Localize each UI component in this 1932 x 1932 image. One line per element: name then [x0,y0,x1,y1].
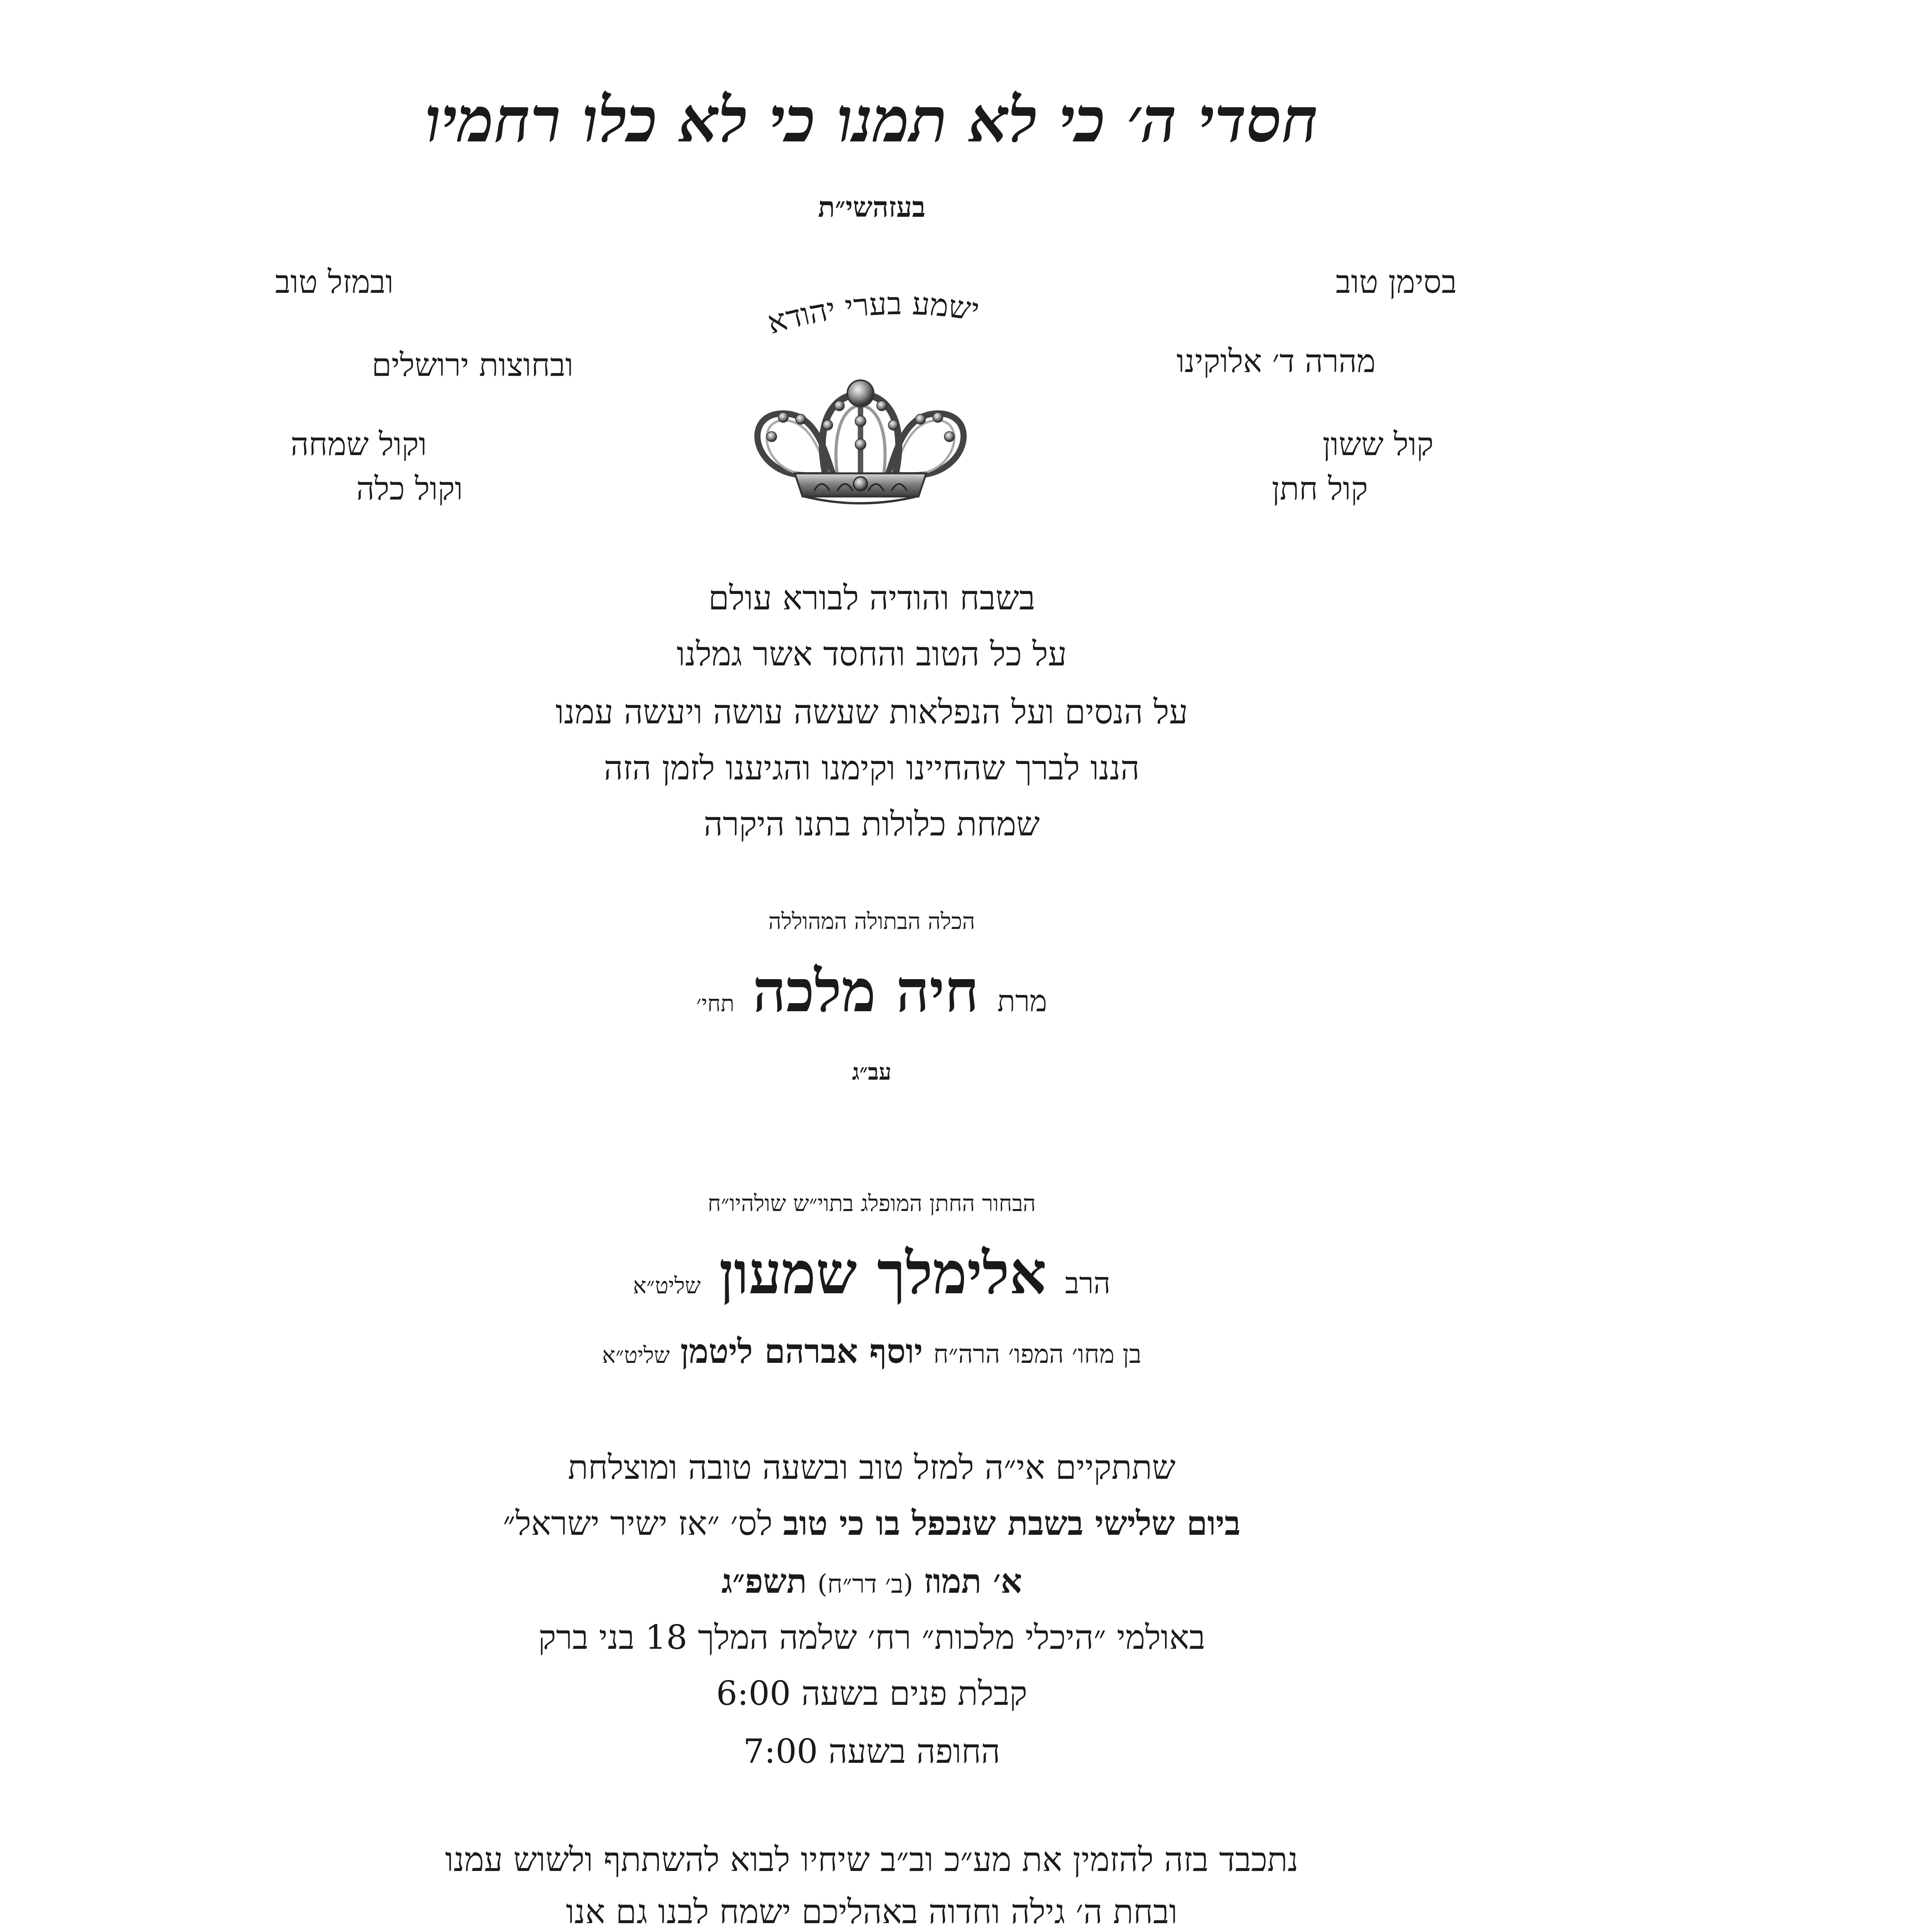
voice-right-2: קול חתן [1272,471,1368,507]
event-day-note: לס׳ ״אז ישיר ישראל״ [503,1504,773,1543]
svg-text:ישמע בערי יהודא: ישמע בערי יהודא [763,285,982,341]
bezrat-hashem: בעזהשי״ת [818,190,926,223]
praise-line-1: בשבח והודיה לבורא עולם [708,579,1035,617]
verse-arc [673,255,1079,383]
praise-line-5: שמחת כלולות בתנו היקרה [704,805,1040,844]
groom-suffix: שליט״א [633,1272,701,1299]
voice-left-2: וקול כלה [356,471,463,507]
groom-father-prefix: בן מחו׳ המפו׳ הרה״ח [933,1339,1141,1369]
event-line-1: שתתקיים אי״ה למזל טוב ובשעה טובה ומוצלחת [568,1448,1176,1487]
invitation-line-1: נתכבד בזה להזמין את מע״כ וב״ב שיחיו לבוא להשתתף ולשוש עמנו [445,1840,1299,1879]
event-date-paren: (ב׳ דר״ח) [817,1569,913,1599]
bride-abbr: עב״ג [852,1059,891,1085]
groom-prefix: הרב [1065,1266,1111,1300]
event-reception: קבלת פנים בשעה 6:00 [716,1674,1027,1713]
voice-left-1: וקול שמחה [291,426,427,463]
groom-title: הבחור החתן המופלג בתוי״ש שולהיו״ח [707,1190,1036,1216]
blessing-right-top: בסימן טוב [1335,264,1457,301]
verse-right: מהרה ד׳ אלוקינו [1176,343,1376,380]
event-date: א׳ תמוז [923,1562,1022,1601]
event-day: ביום שלישי בשבת שנכפל בו כי טוב [783,1504,1241,1543]
event-date-line [0,1562,1932,1601]
event-day-line [0,1504,1932,1543]
event-chuppah: החופה בשעה 7:00 [743,1732,1000,1771]
voice-right-1: קול ששון [1322,426,1434,463]
praise-line-3: על הנסים ועל הנפלאות שעשה עושה ויעשה עמנו [555,693,1188,731]
bride-title: הכלה הבתולה המהוללה [768,908,975,934]
verse-left: ובחוצות ירושלים [372,347,573,384]
invitation-line-2: ובחת ה׳ גילה וחדוה באהליכם ישמח לבנו גם אנו [566,1893,1178,1931]
event-year: תשפ״ג [721,1562,807,1601]
groom-father-line [0,1332,1932,1371]
praise-line-2: על כל הטוב והחסד אשר גמלנו [677,635,1067,673]
groom-father-name: יוסף אברהם ליטמן [680,1332,923,1371]
bride-name-line [0,957,1932,1025]
groom-name-line [0,1239,1932,1307]
groom-father-suffix: שליט״א [602,1342,670,1368]
bride-prefix: מרת [997,984,1047,1018]
groom-name: אלימלך שמעון [719,1239,1047,1307]
blessing-left-top: ובמזל טוב [275,264,394,301]
bride-suffix: תחי׳ [696,990,735,1017]
event-venue: באולמי ״היכלי מלכות״ רח׳ שלמה המלך 18 בני ברק [538,1618,1205,1657]
page-title: חסדי ה׳ כי לא תמנו כי לא כלו רחמיו [425,83,1318,156]
praise-line-4: הננו לברך שהחיינו וקימנו והגיענו לזמן הזה [604,749,1140,787]
bride-name: חיה מלכה [753,957,979,1025]
crown-icon [737,379,984,510]
